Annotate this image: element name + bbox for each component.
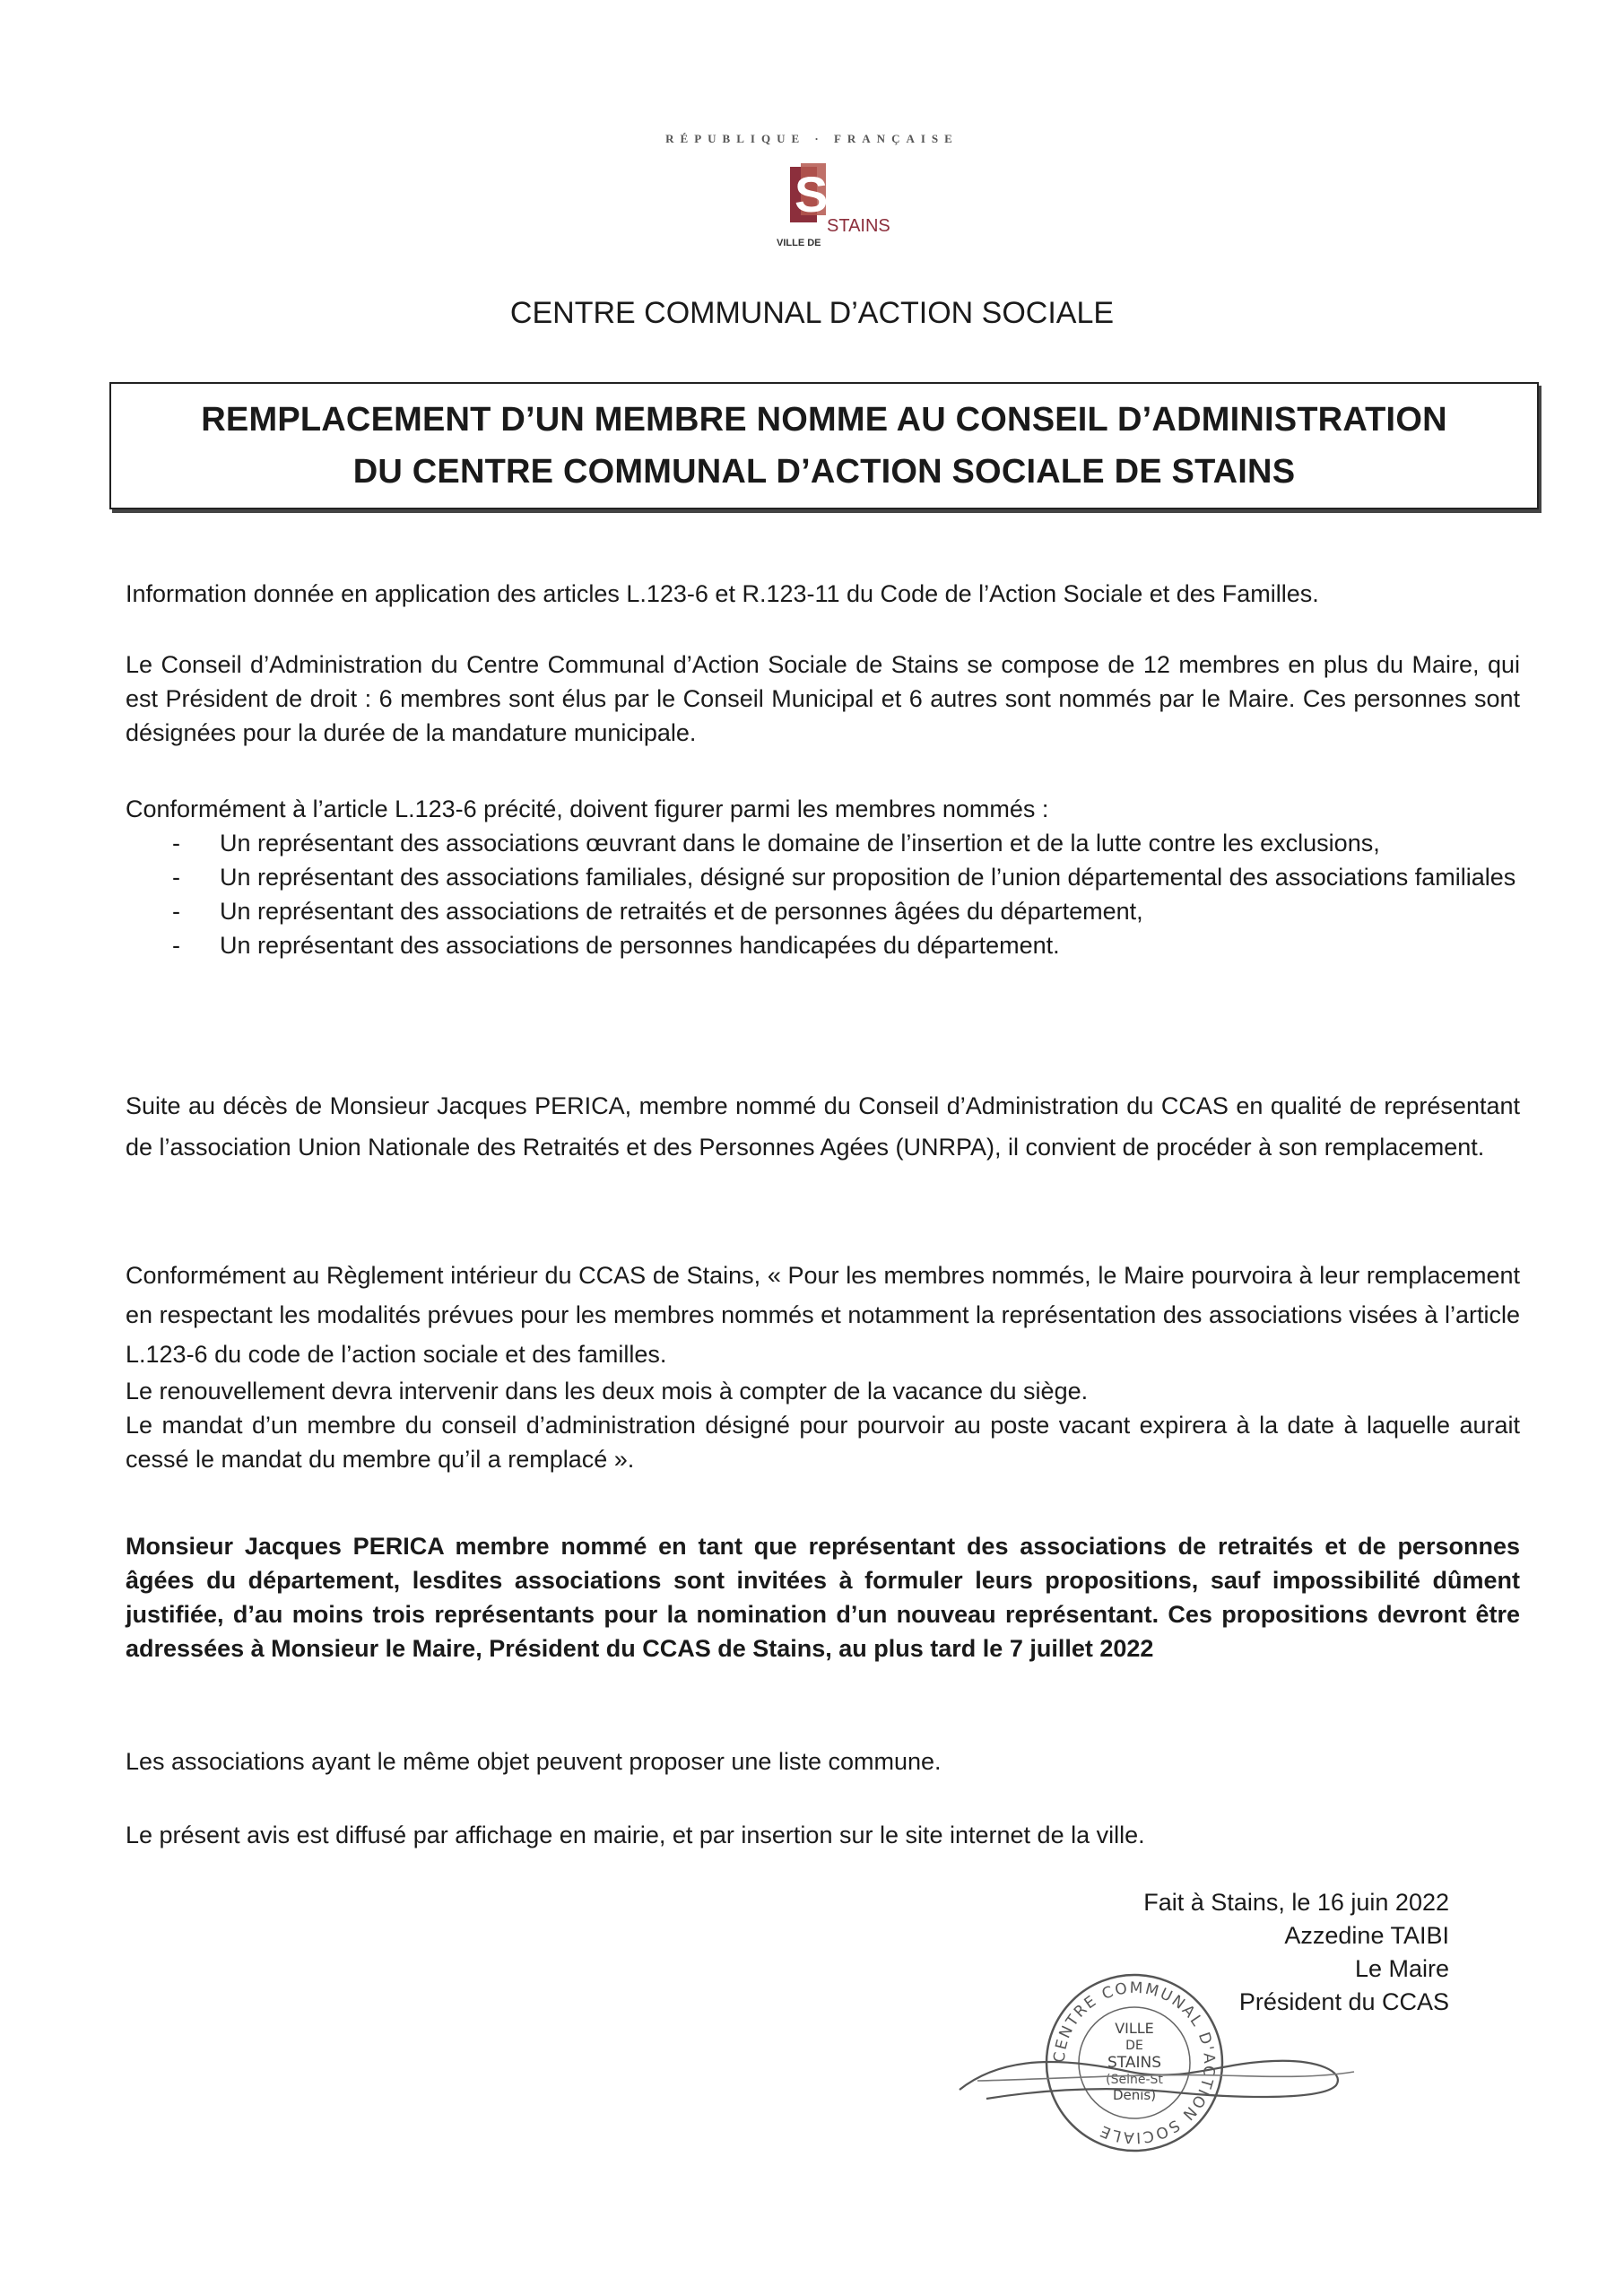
body-paragraph-1 — [126, 577, 1520, 611]
body-paragraph-5 — [126, 1256, 1520, 1476]
title-line-2: DU CENTRE COMMUNAL D’ACTION SOCIALE DE STAINS — [352, 453, 1296, 491]
paragraph-members-intro: Conformément à l’article L.123-6 précité, doivent figurer parmi les membres nommés : — [126, 796, 1049, 822]
svg-text:VILLE DE: VILLE DE — [777, 238, 821, 248]
republique-francaise-header: RÉPUBLIQUE · FRANÇAISE — [665, 132, 959, 145]
svg-text:S: S — [795, 166, 829, 222]
paragraph-mandat: Le mandat d’un membre du conseil d’administration désigné pour pourvoir au poste vacant expirera à la date à laquelle aurait cessé le mandat du membre qu’il a remplacé ». — [126, 1412, 1520, 1473]
paragraph-deces: Suite au décès de Monsieur Jacques PERICA, membre nommé du Conseil d’Administration du CCAS en qualité de représentant de l’association Union Nationale des Retraités et des Personnes Agées (UNRPA), il convient de procéder à son remplacement. — [126, 1092, 1520, 1161]
svg-text:VILLE: VILLE — [1115, 2020, 1154, 2037]
signatory-role-2: Président du CCAS — [1238, 1988, 1449, 2015]
svg-text:DE: DE — [1125, 2039, 1143, 2053]
list-item: - Un représentant des associations œuvrant dans le domaine de l’insertion et de la lutte contre les exclusions, — [126, 826, 1520, 860]
svg-text:STAINS: STAINS — [827, 216, 890, 236]
body-paragraph-6 — [126, 1529, 1520, 1665]
body-paragraph-7 — [126, 1744, 1520, 1779]
body-paragraph-4 — [126, 1085, 1520, 1168]
paragraph-propositions: Monsieur Jacques PERICA membre nommé en tant que représentant des associations de retraités et de personnes âgées du département, lesdites associations sont invitées à formuler leurs propositions, sauf impossibilité dûment justifiée, d’au moins trois représentants pour la nomination d’un nouveau représentant. Ces propositions devront être adressées à Monsieur le Maire, Président du CCAS de Stains, au plus tard le 7 juillet 2022 — [126, 1533, 1520, 1662]
svg-text:Denis): Denis) — [1112, 2087, 1157, 2103]
document-title-box — [109, 382, 1539, 509]
list-item: - Un représentant des associations familiales, désigné sur proposition de l’union départemental des associations familiales — [126, 860, 1520, 894]
paragraph-legal-basis: Information donnée en application des articles L.123-6 et R.123-11 du Code de l’Action Sociale et des Familles. — [126, 580, 1319, 607]
organisation-name: CENTRE COMMUNAL D’ACTION SOCIALE — [509, 296, 1115, 330]
list-item: - Un représentant des associations de personnes handicapées du département. — [126, 928, 1520, 962]
body-paragraph-2 — [126, 648, 1520, 750]
handwritten-signature — [951, 2036, 1363, 2117]
svg-text:STAINS: STAINS — [1107, 2054, 1162, 2072]
body-paragraph-8 — [126, 1818, 1520, 1852]
members-list — [126, 826, 1520, 962]
paragraph-reglement: Conformément au Règlement intérieur du CCAS de Stains, « Pour les membres nommés, le Maire pourvoira à leur remplacement en respectant les modalités prévues pour les membres nommés et notamment la représentation des associations visées à l’article L.123-6 du code de l’action sociale et des familles. — [126, 1262, 1520, 1368]
title-line-1: REMPLACEMENT D’UN MEMBRE NOMME AU CONSEIL D’ADMINISTRATION — [201, 401, 1447, 439]
list-item: - Un représentant des associations de retraités et de personnes âgées du département, — [126, 894, 1520, 928]
svg-text:(Seine-St: (Seine-St — [1106, 2073, 1163, 2087]
signatory-role: Le Maire — [1354, 1955, 1449, 1982]
paragraph-composition: Le Conseil d’Administration du Centre Communal d’Action Sociale de Stains se compose de 12 membres en plus du Maire, qui est Président de droit : 6 membres sont élus par le Conseil Municipal et 6 autres sont nommés par le Maire. Ces personnes sont désignées pour la durée de la mandature municipale. — [126, 651, 1520, 746]
paragraph-liste-commune: Les associations ayant le même objet peuvent proposer une liste commune. — [126, 1748, 942, 1775]
ville-de-stains-logo — [751, 160, 913, 267]
svg-text:CENTRE COMMUNAL D'ACTION SOCIA: CENTRE COMMUNAL D'ACTION SOCIALE — [1050, 1979, 1219, 2147]
signatory-name: Azzedine TAIBI — [1284, 1922, 1449, 1949]
place-date: Fait à Stains, le 16 juin 2022 — [1143, 1889, 1449, 1916]
paragraph-diffusion: Le présent avis est diffusé par affichage en mairie, et par insertion sur le site internet de la ville. — [126, 1822, 1145, 1848]
paragraph-renouvellement: Le renouvellement devra intervenir dans les deux mois à compter de la vacance du siège. — [126, 1378, 1089, 1405]
body-paragraph-3 — [126, 792, 1520, 962]
